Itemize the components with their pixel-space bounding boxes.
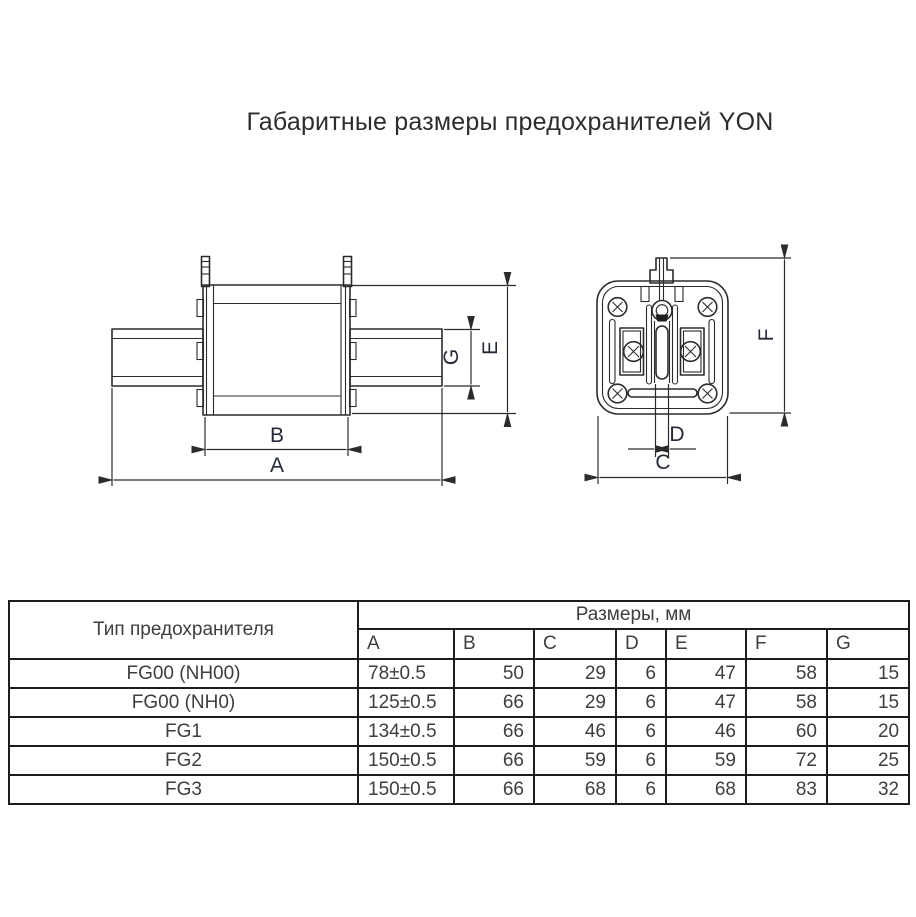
cell-f: 72 xyxy=(746,746,827,775)
cell-g: 15 xyxy=(827,688,909,717)
cell-d: 6 xyxy=(616,659,666,688)
fuse-body xyxy=(203,285,350,415)
table-row xyxy=(9,775,909,804)
dimension-e xyxy=(352,286,516,414)
indicator-window xyxy=(652,301,672,384)
cell-a: 150±0.5 xyxy=(358,775,454,804)
col-header-c: C xyxy=(534,629,616,659)
table-row xyxy=(9,688,909,717)
dim-label-a: A xyxy=(269,454,285,477)
dimensions-table xyxy=(8,600,910,805)
cell-d: 6 xyxy=(616,688,666,717)
type-column-header: Тип предохранителя xyxy=(9,601,358,659)
dimension-b xyxy=(205,417,348,456)
cell-c: 29 xyxy=(534,659,616,688)
front-view-drawing xyxy=(597,258,791,484)
cell-e: 47 xyxy=(666,659,746,688)
right-blade-contact xyxy=(350,329,442,386)
grip-lugs xyxy=(202,257,352,287)
top-blade-tab xyxy=(641,258,683,302)
cell-type: FG00 (NH0) xyxy=(9,688,358,717)
cell-g: 15 xyxy=(827,659,909,688)
cell-type: FG1 xyxy=(9,717,358,746)
page-title: Габаритные размеры предохранителей YON xyxy=(246,108,774,136)
col-header-f: F xyxy=(746,629,827,659)
col-header-g: G xyxy=(827,629,909,659)
cell-c: 29 xyxy=(534,688,616,717)
cell-c: 46 xyxy=(534,717,616,746)
dimension-g xyxy=(440,330,480,387)
col-header-d: D xyxy=(616,629,666,659)
col-header-a: A xyxy=(358,629,454,659)
table-row xyxy=(9,659,909,688)
cell-type: FG00 (NH00) xyxy=(9,659,358,688)
dim-label-f: F xyxy=(755,328,778,342)
dim-label-c: C xyxy=(655,451,671,474)
left-blade-contact xyxy=(112,329,203,386)
cell-b: 66 xyxy=(454,688,534,717)
dim-label-b: B xyxy=(269,424,285,447)
cell-type: FG3 xyxy=(9,775,358,804)
dimensions-table-wrap xyxy=(8,600,910,805)
table-row xyxy=(9,717,909,746)
dim-label-e: E xyxy=(479,340,502,356)
dimensions-header: Размеры, мм xyxy=(358,601,909,629)
cell-c: 68 xyxy=(534,775,616,804)
dimension-d xyxy=(628,384,696,457)
cell-b: 66 xyxy=(454,775,534,804)
cell-a: 78±0.5 xyxy=(358,659,454,688)
col-header-b: B xyxy=(454,629,534,659)
cell-a: 134±0.5 xyxy=(358,717,454,746)
side-view-drawing xyxy=(112,257,516,487)
cell-e: 68 xyxy=(666,775,746,804)
cell-d: 6 xyxy=(616,717,666,746)
cell-e: 46 xyxy=(666,717,746,746)
cell-g: 20 xyxy=(827,717,909,746)
cell-f: 58 xyxy=(746,688,827,717)
side-clips xyxy=(197,300,356,407)
cell-c: 59 xyxy=(534,746,616,775)
cell-d: 6 xyxy=(616,746,666,775)
cell-a: 125±0.5 xyxy=(358,688,454,717)
cell-b: 66 xyxy=(454,717,534,746)
cell-a: 150±0.5 xyxy=(358,746,454,775)
cell-f: 60 xyxy=(746,717,827,746)
dim-label-d: D xyxy=(669,423,685,446)
dim-label-g: G xyxy=(440,348,463,366)
cell-type: FG2 xyxy=(9,746,358,775)
cell-d: 6 xyxy=(616,775,666,804)
cell-g: 25 xyxy=(827,746,909,775)
cell-e: 59 xyxy=(666,746,746,775)
cell-b: 50 xyxy=(454,659,534,688)
col-header-e: E xyxy=(666,629,746,659)
cell-e: 47 xyxy=(666,688,746,717)
cell-f: 58 xyxy=(746,659,827,688)
cell-f: 83 xyxy=(746,775,827,804)
dimension-c xyxy=(598,416,728,484)
table-row xyxy=(9,746,909,775)
cell-g: 32 xyxy=(827,775,909,804)
cell-b: 66 xyxy=(454,746,534,775)
middle-screws xyxy=(624,342,701,362)
